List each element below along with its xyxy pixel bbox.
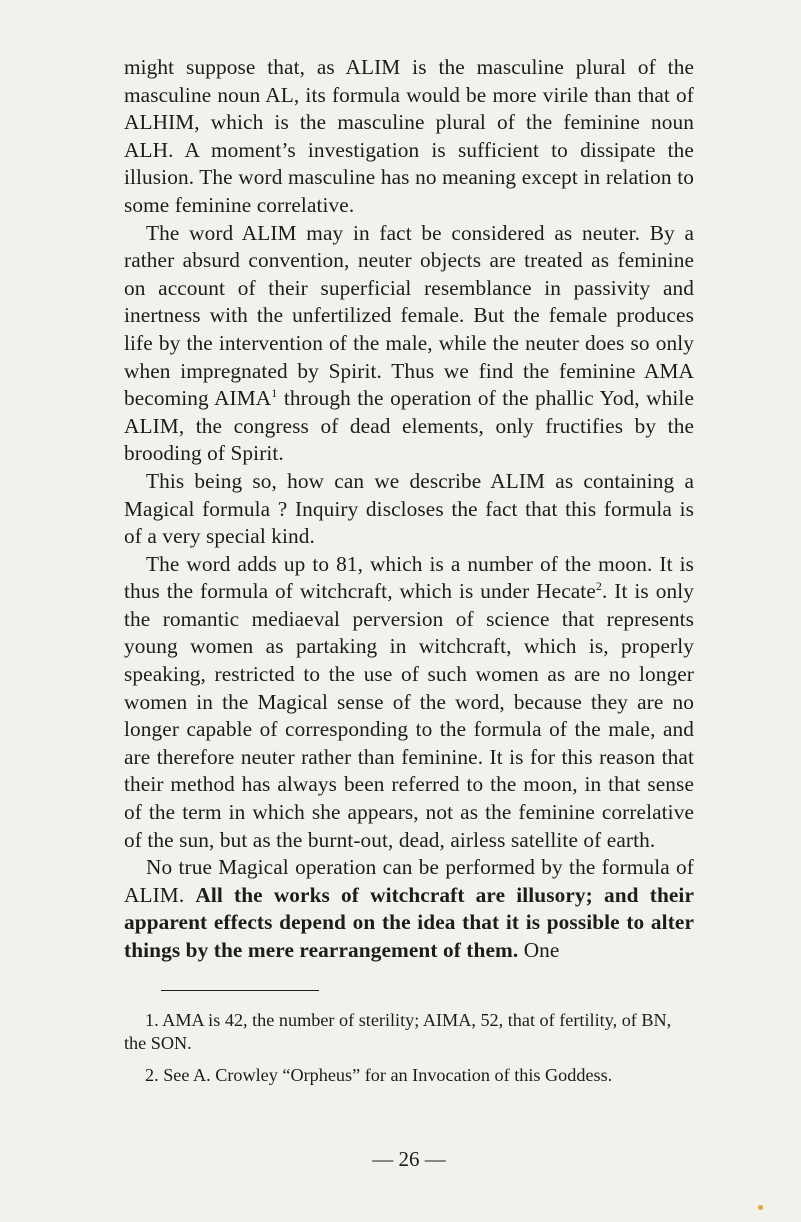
footnotes (124, 1009, 694, 1088)
paragraph-1 (124, 54, 694, 220)
paragraph-5-text-b: One (518, 938, 560, 962)
footnote-1: 1. AMA is 42, the number of sterility; AIMA, 52, that of fertility, of BN, the SON. (124, 1009, 672, 1054)
paragraph-4-text-a: The word adds up to 81, which is a number of the moon. It is thus the formula of witchcraft, which is under Hecate (124, 551, 694, 604)
paragraph-4-text-b: . It is only the romantic mediaeval perversion of science that represents young women as partaking in witchcraft, which is, properly speaking, restricted to the use of such women as are no longer women in the Magical sense of the word, because they are no longer capable of corresponding to the formula of the male, and are therefore neuter rather than feminine. It is for this reason that their method has always been referred to the moon, in that sense of the term in which she appears, not as the feminine correlative of the sun, but as the burnt-out, dead, airless satellite of earth. (124, 579, 694, 852)
paragraph-5 (124, 854, 694, 964)
footnote-ref-1: 1 (271, 386, 278, 401)
paragraph-4 (124, 551, 694, 855)
book-page (124, 54, 694, 1095)
paragraph-2-text-a: The word ALIM may in fact be considered as neuter. By a rather absurd convention, neuter objects are treated as feminine on account of their superficial resemblance in passivity and inertness with the unfertilized female. But the female produces life by the intervention of the male, while the neuter does so only when impregnated by Spirit. Thus we find the feminine AMA becoming AIMA (124, 220, 694, 411)
footnote-divider (161, 990, 319, 991)
main-text (124, 54, 694, 965)
paragraph-5-bold-text: All the works of witchcraft are illusory; and their apparent effects depend on the idea that it is possible to alter things by the mere rearrangement of them. (124, 882, 695, 962)
paragraph-5-text-a: No true Magical operation can be performed by the formula of ALIM. (124, 855, 694, 907)
footnote-ref-2: 2 (595, 579, 602, 594)
paper-blot (758, 1205, 763, 1210)
paragraph-3 (124, 468, 694, 551)
paragraph-2-text-b: through the operation of the phallic Yod, while ALIM, the congress of dead elements, only fructifies by the brooding of Spirit. (124, 386, 694, 466)
page-number: — 26 — (372, 1147, 446, 1171)
paragraph-2 (124, 220, 694, 468)
paragraph-1-text: might suppose that, as ALIM is the masculine plural of the masculine noun AL, its formula would be more virile than that of ALHIM, which is the masculine plural of the feminine noun ALH. A moment’s investigation is sufficient to dissipate the illusion. The word masculine has no meaning except in relation to some feminine correlative. (124, 55, 694, 217)
paragraph-3-text: This being so, how can we describe ALIM as containing a Magical formula ? Inquiry discloses the fact that this formula is of a very special kind. (124, 468, 694, 549)
footnote-2: 2. See A. Crowley “Orpheus” for an Invocation of this Goddess. (145, 1064, 613, 1085)
